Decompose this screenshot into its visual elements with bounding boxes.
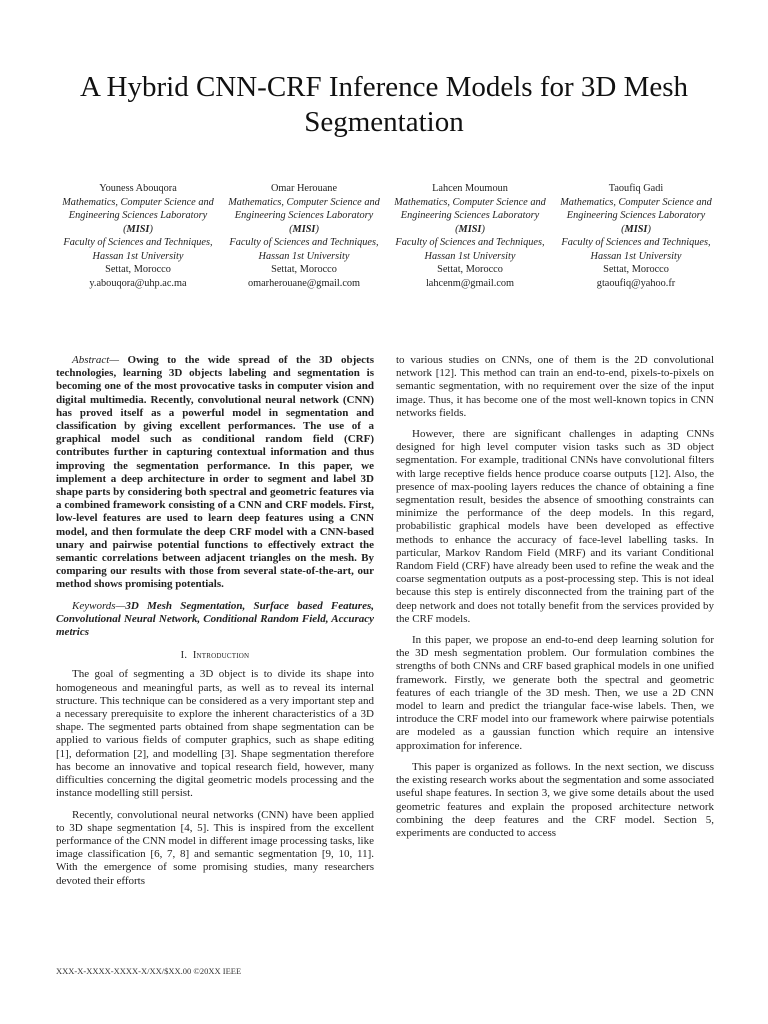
paper-title: A Hybrid CNN-CRF Inference Models for 3D Mesh Segmentation — [79, 71, 689, 138]
right-paragraph-1: to various studies on CNNs, one of them is the 2D convolutional network [12]. This method can train an end-to-end, pixels-to-pixels on semantic segmentation, with no requirement over the size of the input image. Thus, it has become one of the most well-known topics in CNN networks fields. — [396, 354, 714, 419]
right-column — [396, 354, 714, 848]
author-faculty: Faculty of Sciences and Techniques, Hassan 1st University — [229, 237, 379, 262]
author-affiliation: Mathematics, Computer Science and Engineering Sciences Laboratory (MISI) — [394, 196, 546, 235]
author-email: lahcenm@gmail.com — [425, 277, 515, 289]
keywords-text: 3D Mesh Segmentation, Surface based Features, Convolutional Neural Network, Conditional Random Field, Accuracy metrics — [56, 599, 374, 639]
copyright-footer: XXX-X-XXXX-XXXX-X/XX/$XX.00 ©20XX IEEE — [56, 966, 242, 976]
author-3 — [387, 182, 553, 290]
author-affiliation: Mathematics, Computer Science and Engineering Sciences Laboratory (MISI) — [228, 196, 380, 235]
keywords-lead: Keywords— — [72, 599, 126, 612]
author-name: Lahcen Moumoun — [432, 183, 508, 194]
abstract — [56, 354, 374, 592]
author-faculty: Faculty of Sciences and Techniques, Hassan 1st University — [561, 237, 711, 262]
author-city: Settat, Morocco — [603, 264, 669, 275]
left-column — [56, 354, 374, 896]
keywords — [56, 600, 374, 640]
author-email: y.abouqora@uhp.ac.ma — [89, 277, 187, 289]
author-name: Youness Abouqora — [99, 183, 177, 194]
author-affiliation: Mathematics, Computer Science and Engineering Sciences Laboratory (MISI) — [560, 196, 712, 235]
intro-paragraph-1: The goal of segmenting a 3D object is to divide its shape into homogeneous and meaningful parts, as well as to reveal its internal structure. This technique can be considered as a very important step and a necessary prerequisite to explore the inherent characteristics of a 3D shape. The segmented parts obtained from shape segmentation can be applied to various fields of computer graphics, such as shape editing [1], deformation [2], and modelling [3]. Shape segmentation therefore has become an innovative and topical research field, however, many difficulties concerning the digital geometric models processing and the instance modelling still persist. — [56, 668, 374, 800]
author-name: Omar Herouane — [270, 183, 338, 194]
author-4 — [553, 182, 719, 290]
author-city: Settat, Morocco — [105, 264, 171, 275]
author-city: Settat, Morocco — [271, 264, 337, 275]
abstract-lead: Abstract— — [72, 354, 120, 366]
author-2 — [221, 182, 387, 290]
section-heading-introduction: I. Introduction — [180, 650, 250, 662]
author-faculty: Faculty of Sciences and Techniques, Hassan 1st University — [63, 237, 213, 262]
author-faculty: Faculty of Sciences and Techniques, Hassan 1st University — [395, 237, 545, 262]
author-block — [55, 182, 719, 290]
author-email: omarherouane@gmail.com — [247, 277, 361, 289]
intro-paragraph-2: Recently, convolutional neural networks (CNN) have been applied to 3D shape segmentation [4, 5]. This is inspired from the excellent performance of the CNN model in different image processing tasks, like image classification [6, 7, 8] and semantic segmentation [9, 10, 11]. With the emergence of some promising studies, many researchers devoted their efforts — [56, 808, 374, 887]
right-paragraph-3: In this paper, we propose an end-to-end deep learning solution for the 3D mesh segmentation problem. Our formulation combines the strengths of both CNNs and CRF based graphical models in one unified framework. Firstly, we generate both the spectral and geometric features of each triangle of the 3D mesh. Then, we use a 2D CNN model to learn and predict the triangular face-wise labels. Then, we introduce the CRF model into our framework where pairwise potentials are modeled as a gaussian function which require an intensive approximation for inference. — [396, 634, 714, 752]
author-name: Taoufiq Gadi — [608, 183, 664, 194]
abstract-text: Owing to the wide spread of the 3D objects technologies, learning 3D objects labeling and segmentation is becoming one of the most provocative tasks in computer vision and digital multimedia. Recently, convolutional neural network (CNN) has proved itself as a powerful model in segmentation and classification by giving excellent performances. The use of a graphical model such as conditional random field (CRF) contributes further in capturing contextual information and thus improving the segmentation performance. In this paper, we implement a deep architecture in order to segment and label 3D shape parts by considering both spectral and geometric features via a combined framework consisting of a CNN and CRF models. First, low-level features are used to learn deep features using a CNN model, and then formulate the deep CRF model with a CNN-based unary and pairwise potential functions to effectively extract the semantic correlations between adjacent triangles on the mesh. By comparing our results with those from several state-of-the-art, our method shows promising potentials. — [56, 354, 374, 591]
right-paragraph-2: However, there are significant challenges in adapting CNNs designed for high level computer vision tasks such as 3D object segmentation. For example, traditional CNNs have convolutional filters with large receptive fields hence produce coarse outputs [12]. Also, the presence of max-pooling layers reduces the chance of obtaining a fine segmentation result, besides the absence of smoothing constraints can minimize the performance of the deep models. In this regard, probabilistic graphical models have been developed as effective methods to enhance the accuracy of face-level labelling tasks. In particular, Markov Random Field (MRF) and its variant Conditional Random Field (CRF) have already been used to refine the weak and the coarse segmentation outputs as a post-processing step. This is not ideal because this step is entirely disconnected from the training part of the deep network and does not totally benefit from the services provided by the CRF models. — [396, 428, 714, 625]
right-paragraph-4: This paper is organized as follows. In the next section, we discuss the existing research works about the segmentation and some associated useful shape features. In section 3, we give some details about the used geometric features and explain the proposed architecture network combining the deep features and the CRF model. Section 5, experiments are conducted to access — [396, 760, 714, 839]
author-email: gtaoufiq@yahoo.fr — [596, 277, 676, 289]
author-affiliation: Mathematics, Computer Science and Engineering Sciences Laboratory (MISI) — [62, 196, 214, 235]
author-city: Settat, Morocco — [437, 264, 503, 275]
author-1 — [55, 182, 221, 290]
